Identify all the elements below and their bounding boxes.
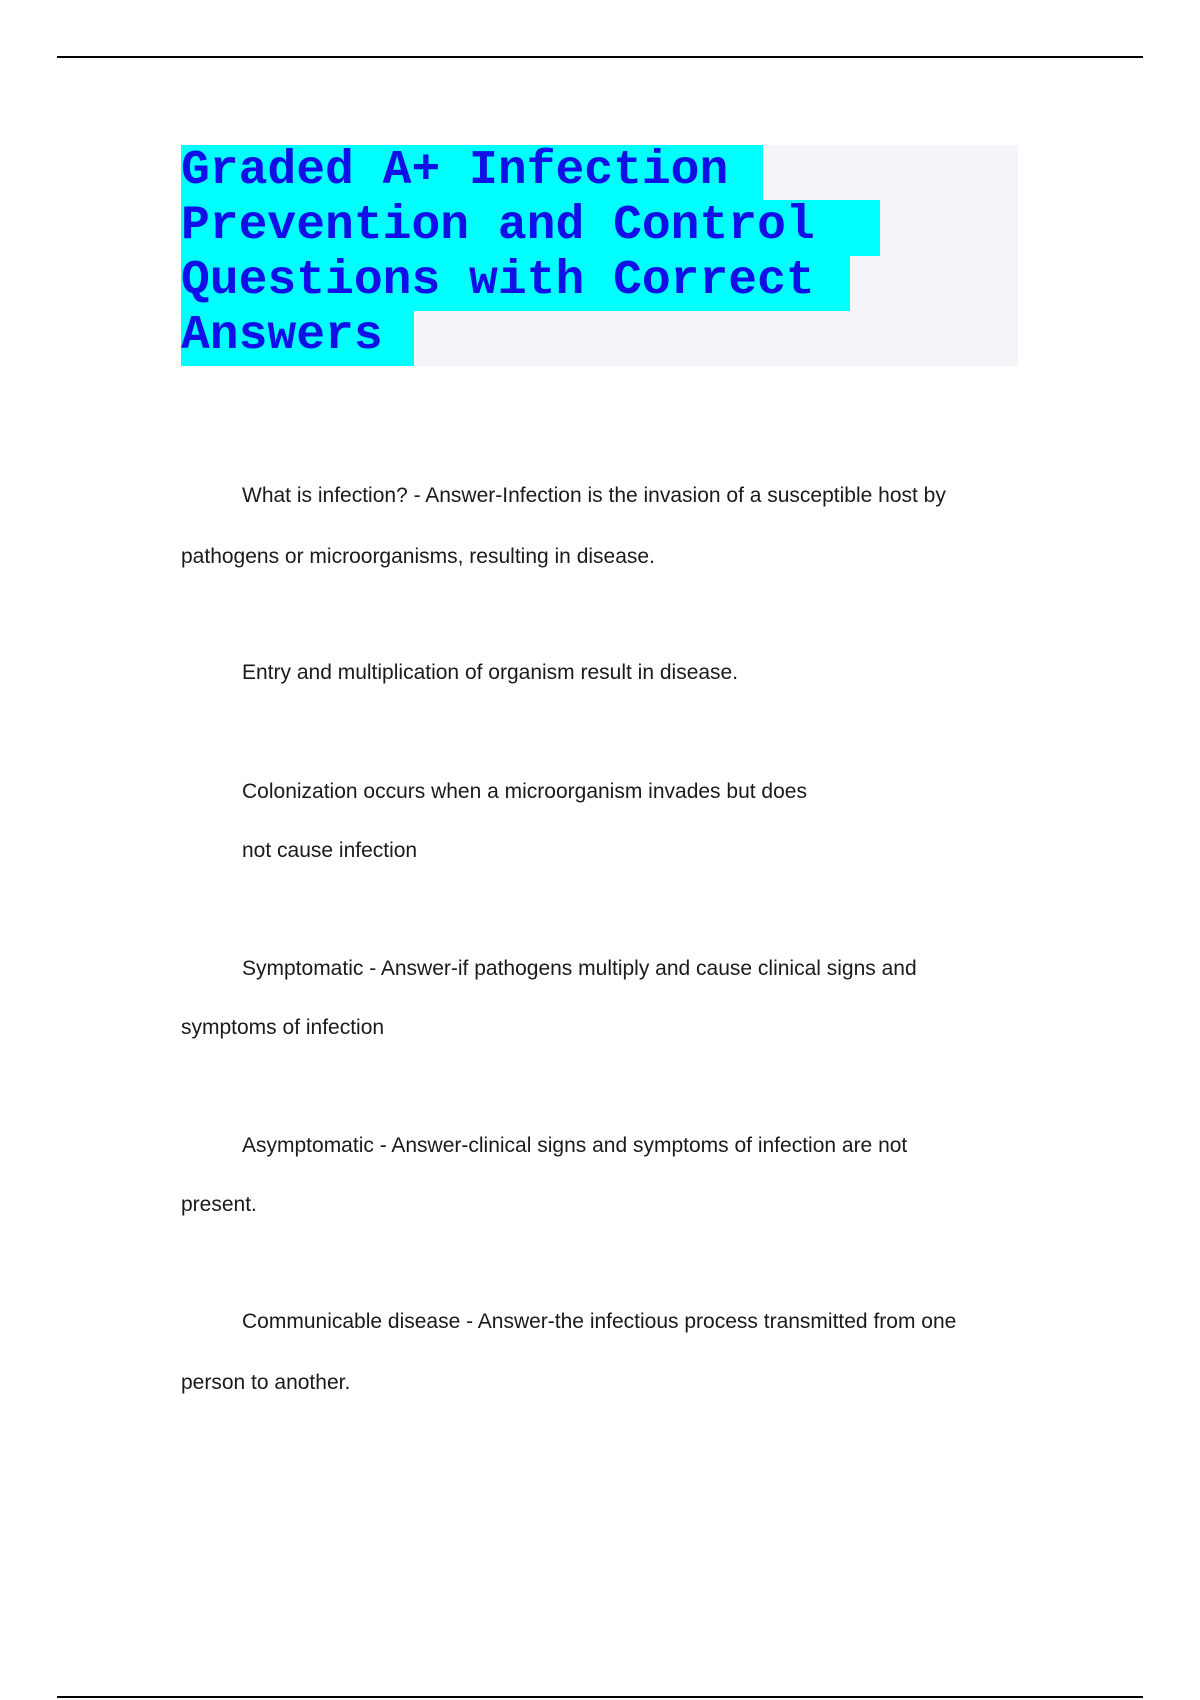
qa-infection-continuation: pathogens or microorganisms, resulting in disease.	[181, 545, 655, 568]
top-rule	[57, 56, 1143, 58]
qa-communicable-continuation: person to another.	[181, 1371, 351, 1394]
qa-asymptomatic: Asymptomatic - Answer-clinical signs and symptoms of infection are not	[242, 1134, 908, 1157]
bottom-rule	[57, 1696, 1143, 1698]
title-line-1: Graded A+ Infection	[181, 145, 763, 201]
document-title	[181, 145, 1018, 366]
colonization-text: Colonization occurs when a microorganism invades but does	[242, 780, 807, 803]
qa-communicable-disease: Communicable disease - Answer-the infectious process transmitted from one	[242, 1310, 957, 1333]
qa-symptomatic-continuation: symptoms of infection	[181, 1016, 385, 1039]
qa-infection-question: What is infection? - Answer-Infection is the invasion of a susceptible host by	[242, 484, 946, 507]
qa-asymptomatic-continuation: present.	[181, 1193, 257, 1216]
title-line-3: Questions with Correct	[181, 255, 850, 311]
title-line-4: Answers	[181, 310, 414, 366]
entry-multiplication-text: Entry and multiplication of organism result in disease.	[242, 661, 739, 684]
qa-symptomatic: Symptomatic - Answer-if pathogens multiply and cause clinical signs and	[242, 957, 917, 980]
title-line-2: Prevention and Control	[181, 200, 880, 256]
colonization-continuation: not cause infection	[242, 839, 418, 862]
